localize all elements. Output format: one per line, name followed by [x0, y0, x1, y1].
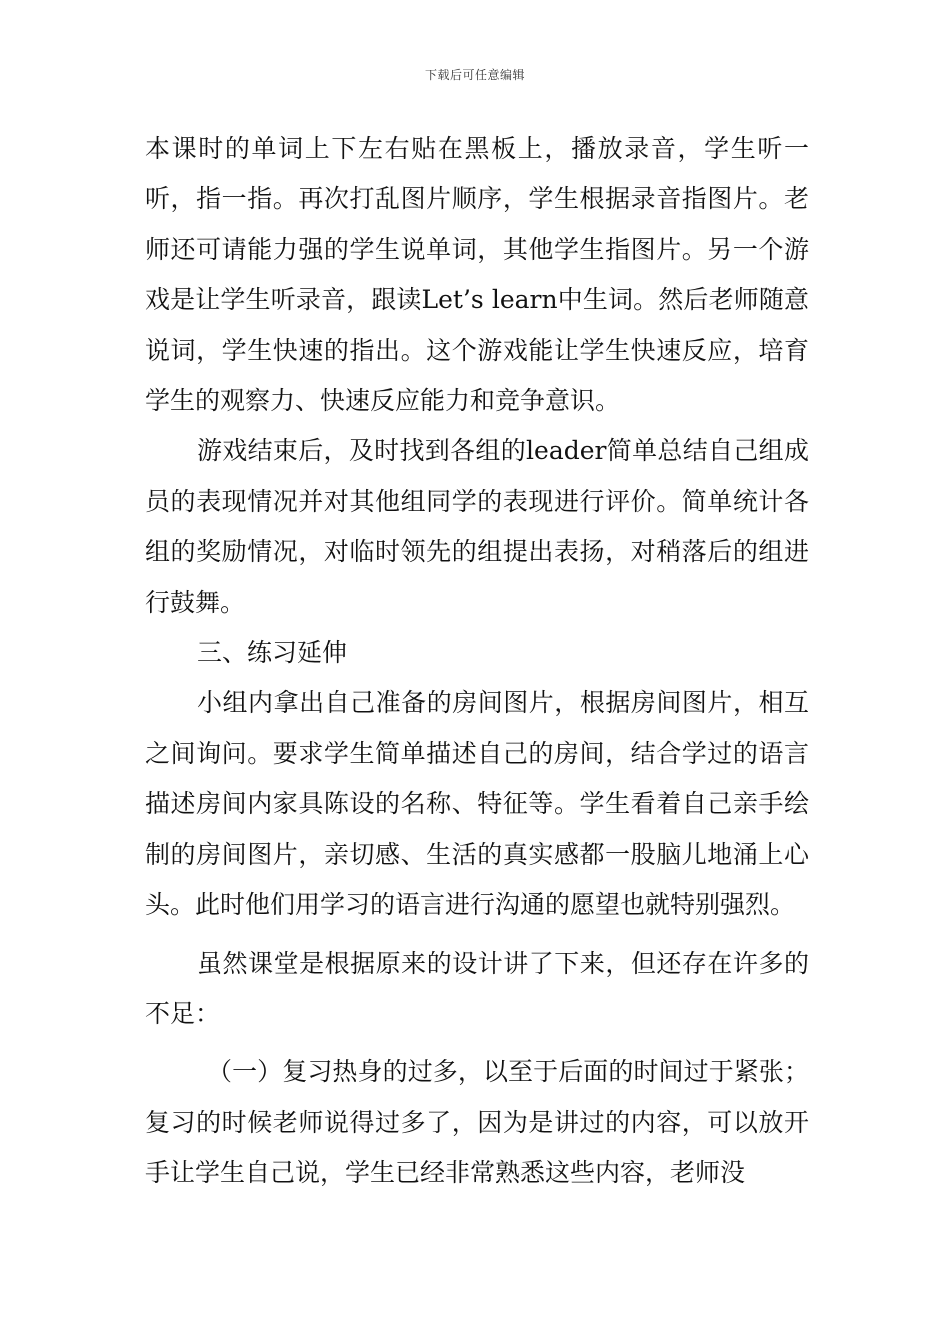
document-body — [145, 124, 809, 1199]
paragraph-shortcomings-intro: 虽然课堂是根据原来的设计讲了下来，但还存在许多的不足： — [145, 948, 809, 1028]
section-heading-practice: 三、练习延伸 — [197, 638, 348, 668]
paragraph-game-summary: 游戏结束后，及时找到各组的leader简单总结自己组成员的表现情况并对其他组同学的表现进行评价。简单统计各组的奖励情况，对临时领先的组提出表扬，对稍落后的组进行鼓舞。 — [145, 436, 809, 617]
paragraph-game-description: 本课时的单词上下左右贴在黑板上，播放录音，学生听一听，指一指。再次打乱图片顺序，学生根据录音指图片。老师还可请能力强的学生说单词，其他学生指图片。另一个游戏是让学生听录音，跟读Let’s learn中生词。然后老师随意说词，学生快速的指出。这个游戏能让学生快速反应，培育学生的观察力、快速反应能力和竞争意识。 — [145, 134, 809, 416]
paragraph-shortcoming-one: （一）复习热身的过多，以至于后面的时间过于紧张；复习的时候老师说得过多了，因为是讲过的内容，可以放开手让学生自己说，学生已经非常熟悉这些内容，老师没 — [145, 1057, 809, 1188]
page-header-note: 下载后可任意编辑 — [424, 68, 525, 82]
paragraph-practice-extension: 小组内拿出自己准备的房间图片，根据房间图片，相互之间询问。要求学生简单描述自己的房间，结合学过的语言描述房间内家具陈设的名称、特征等。学生看着自己亲手绘制的房间图片，亲切感、生活的真实感都一股脑儿地涌上心头。此时他们用学习的语言进行沟通的愿望也就特别强烈。 — [145, 688, 809, 920]
